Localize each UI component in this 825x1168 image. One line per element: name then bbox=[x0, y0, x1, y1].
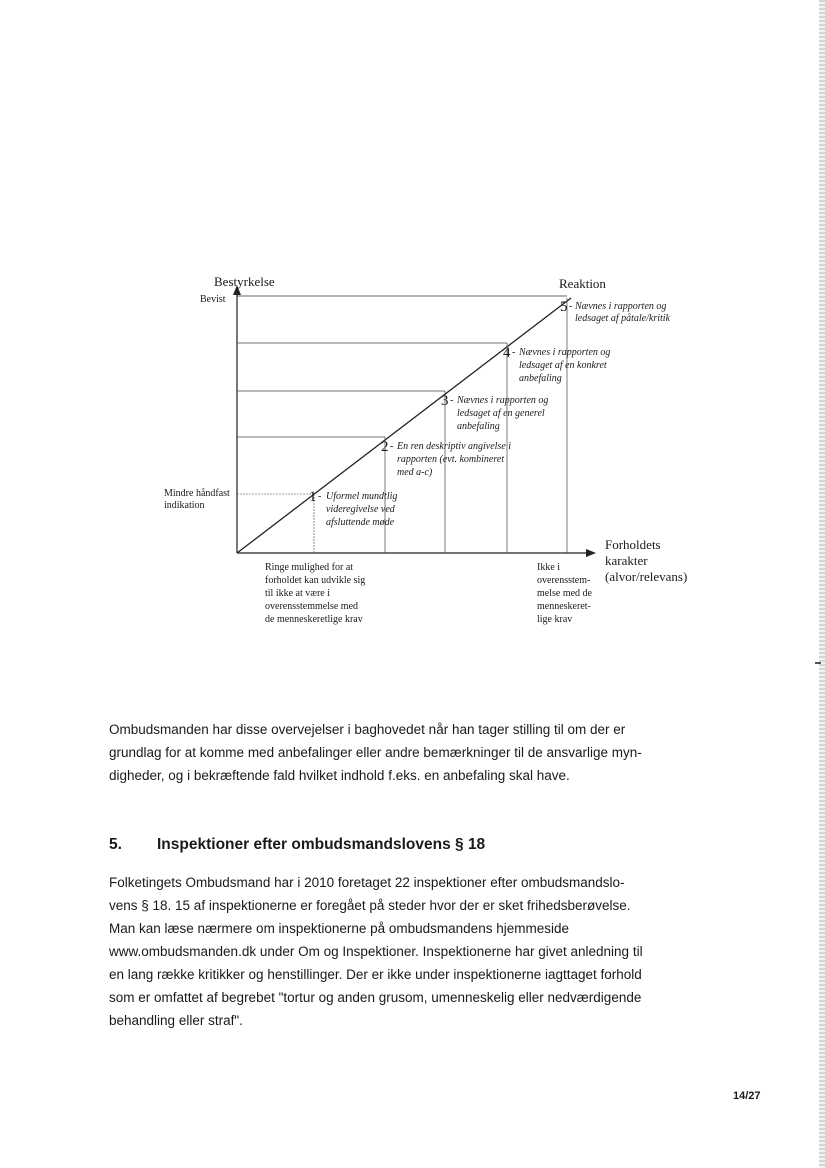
step-text: med a-c) bbox=[397, 467, 433, 478]
x-right-note: lige krav bbox=[537, 614, 573, 625]
text-line: som er omfattet af begrebet "tortur og anden grusom, umenneskelig eller nedværdigende bbox=[109, 990, 642, 1005]
paragraph-considerations bbox=[109, 718, 642, 787]
step-text: Nævnes i rapporten og bbox=[519, 347, 611, 358]
step-number: 2 bbox=[381, 439, 389, 455]
x-right-note: Ikke i bbox=[537, 562, 561, 573]
text-line: Ombudsmanden har disse overvejelser i baghovedet når han tager stilling til om der er bbox=[109, 722, 626, 737]
text-line: Folketingets Ombudsmand har i 2010 foretaget 22 inspektioner efter ombudsmandslo- bbox=[109, 875, 625, 890]
step-text: En ren deskriptiv angivelse i bbox=[397, 441, 512, 452]
step-number: 1 bbox=[309, 489, 317, 505]
x-left-note: til ikke at være i bbox=[265, 588, 330, 599]
x-axis-title: Forholdets bbox=[605, 537, 661, 552]
text-line: en lang række kritikker og henstillinger. Der er ikke under inspektionerne iagttaget forhold bbox=[109, 967, 642, 982]
scan-mark bbox=[815, 662, 821, 664]
step-text: afsluttende møde bbox=[326, 517, 395, 528]
paragraph-inspections bbox=[109, 871, 643, 1032]
step-number: 3 bbox=[441, 393, 449, 409]
text-line: behandling eller straf". bbox=[109, 1013, 243, 1028]
step-text: rapporten (evt. kombineret bbox=[397, 454, 505, 465]
diagonal-line bbox=[237, 298, 571, 553]
x-right-note: overensstem- bbox=[537, 575, 591, 586]
x-left-note: overensstemmelse med bbox=[265, 601, 359, 612]
step-text: anbefaling bbox=[519, 373, 562, 384]
x-left-note: Ringe mulighed for at bbox=[265, 562, 354, 573]
x-left-note: de menneskeretlige krav bbox=[265, 614, 363, 625]
section-title: Inspektioner efter ombudsmandslovens § 18 bbox=[157, 836, 486, 853]
step-dash: - bbox=[390, 441, 394, 452]
step-dash: - bbox=[318, 491, 322, 502]
step-number: 4 bbox=[503, 345, 511, 361]
step-text: ledsaget af en konkret bbox=[519, 360, 607, 371]
section-heading bbox=[109, 836, 485, 854]
x-axis-title: karakter bbox=[605, 553, 648, 568]
text-line: www.ombudsmanden.dk under Om og Inspektioner. Inspektionerne har givet anledning til bbox=[109, 944, 643, 959]
y-mid-label: indikation bbox=[164, 500, 205, 511]
text-line: grundlag for at komme med anbefalinger eller andre bemærkninger til de ansvarlige myn- bbox=[109, 745, 642, 760]
text-line: digheder, og i bekræftende fald hvilket indhold f.eks. en anbefaling skal have. bbox=[109, 768, 570, 783]
scan-edge bbox=[819, 0, 825, 1168]
x-right-note: menneskeret- bbox=[537, 601, 591, 612]
y-axis-title: Bestyrkelse bbox=[214, 274, 275, 289]
step-text: ledsaget af påtale/kritik bbox=[575, 313, 670, 324]
step-text: Nævnes i rapporten og bbox=[457, 395, 549, 406]
x-left-note: forholdet kan udvikle sig bbox=[265, 575, 366, 586]
step-text: Uformel mundtlig bbox=[326, 491, 398, 502]
step-number: 5 bbox=[560, 299, 568, 315]
step-text: anbefaling bbox=[457, 421, 500, 432]
text-line: Man kan læse nærmere om inspektionerne på ombudsmandens hjemmeside bbox=[109, 921, 569, 936]
text-line: vens § 18. 15 af inspektionerne er foregået på steder hvor der er sket frihedsberøvelse. bbox=[109, 898, 631, 913]
step-text: videregivelse ved bbox=[326, 504, 395, 515]
step-dash: - bbox=[512, 347, 516, 358]
step-dash: - bbox=[450, 395, 454, 406]
x-axis-title: (alvor/relevans) bbox=[605, 569, 688, 584]
y-top-label: Bevist bbox=[200, 294, 226, 305]
step-text: ledsaget af en generel bbox=[457, 408, 545, 419]
page-number: 14/27 bbox=[733, 1090, 761, 1102]
step-dash: - bbox=[569, 301, 573, 312]
x-right-note: melse med de bbox=[537, 588, 592, 599]
x-axis-arrow bbox=[586, 549, 596, 557]
reaction-title: Reaktion bbox=[559, 276, 606, 291]
step-text: Nævnes i rapporten og bbox=[575, 301, 667, 312]
y-mid-label: Mindre håndfast bbox=[164, 488, 230, 499]
section-number: 5. bbox=[109, 836, 122, 853]
